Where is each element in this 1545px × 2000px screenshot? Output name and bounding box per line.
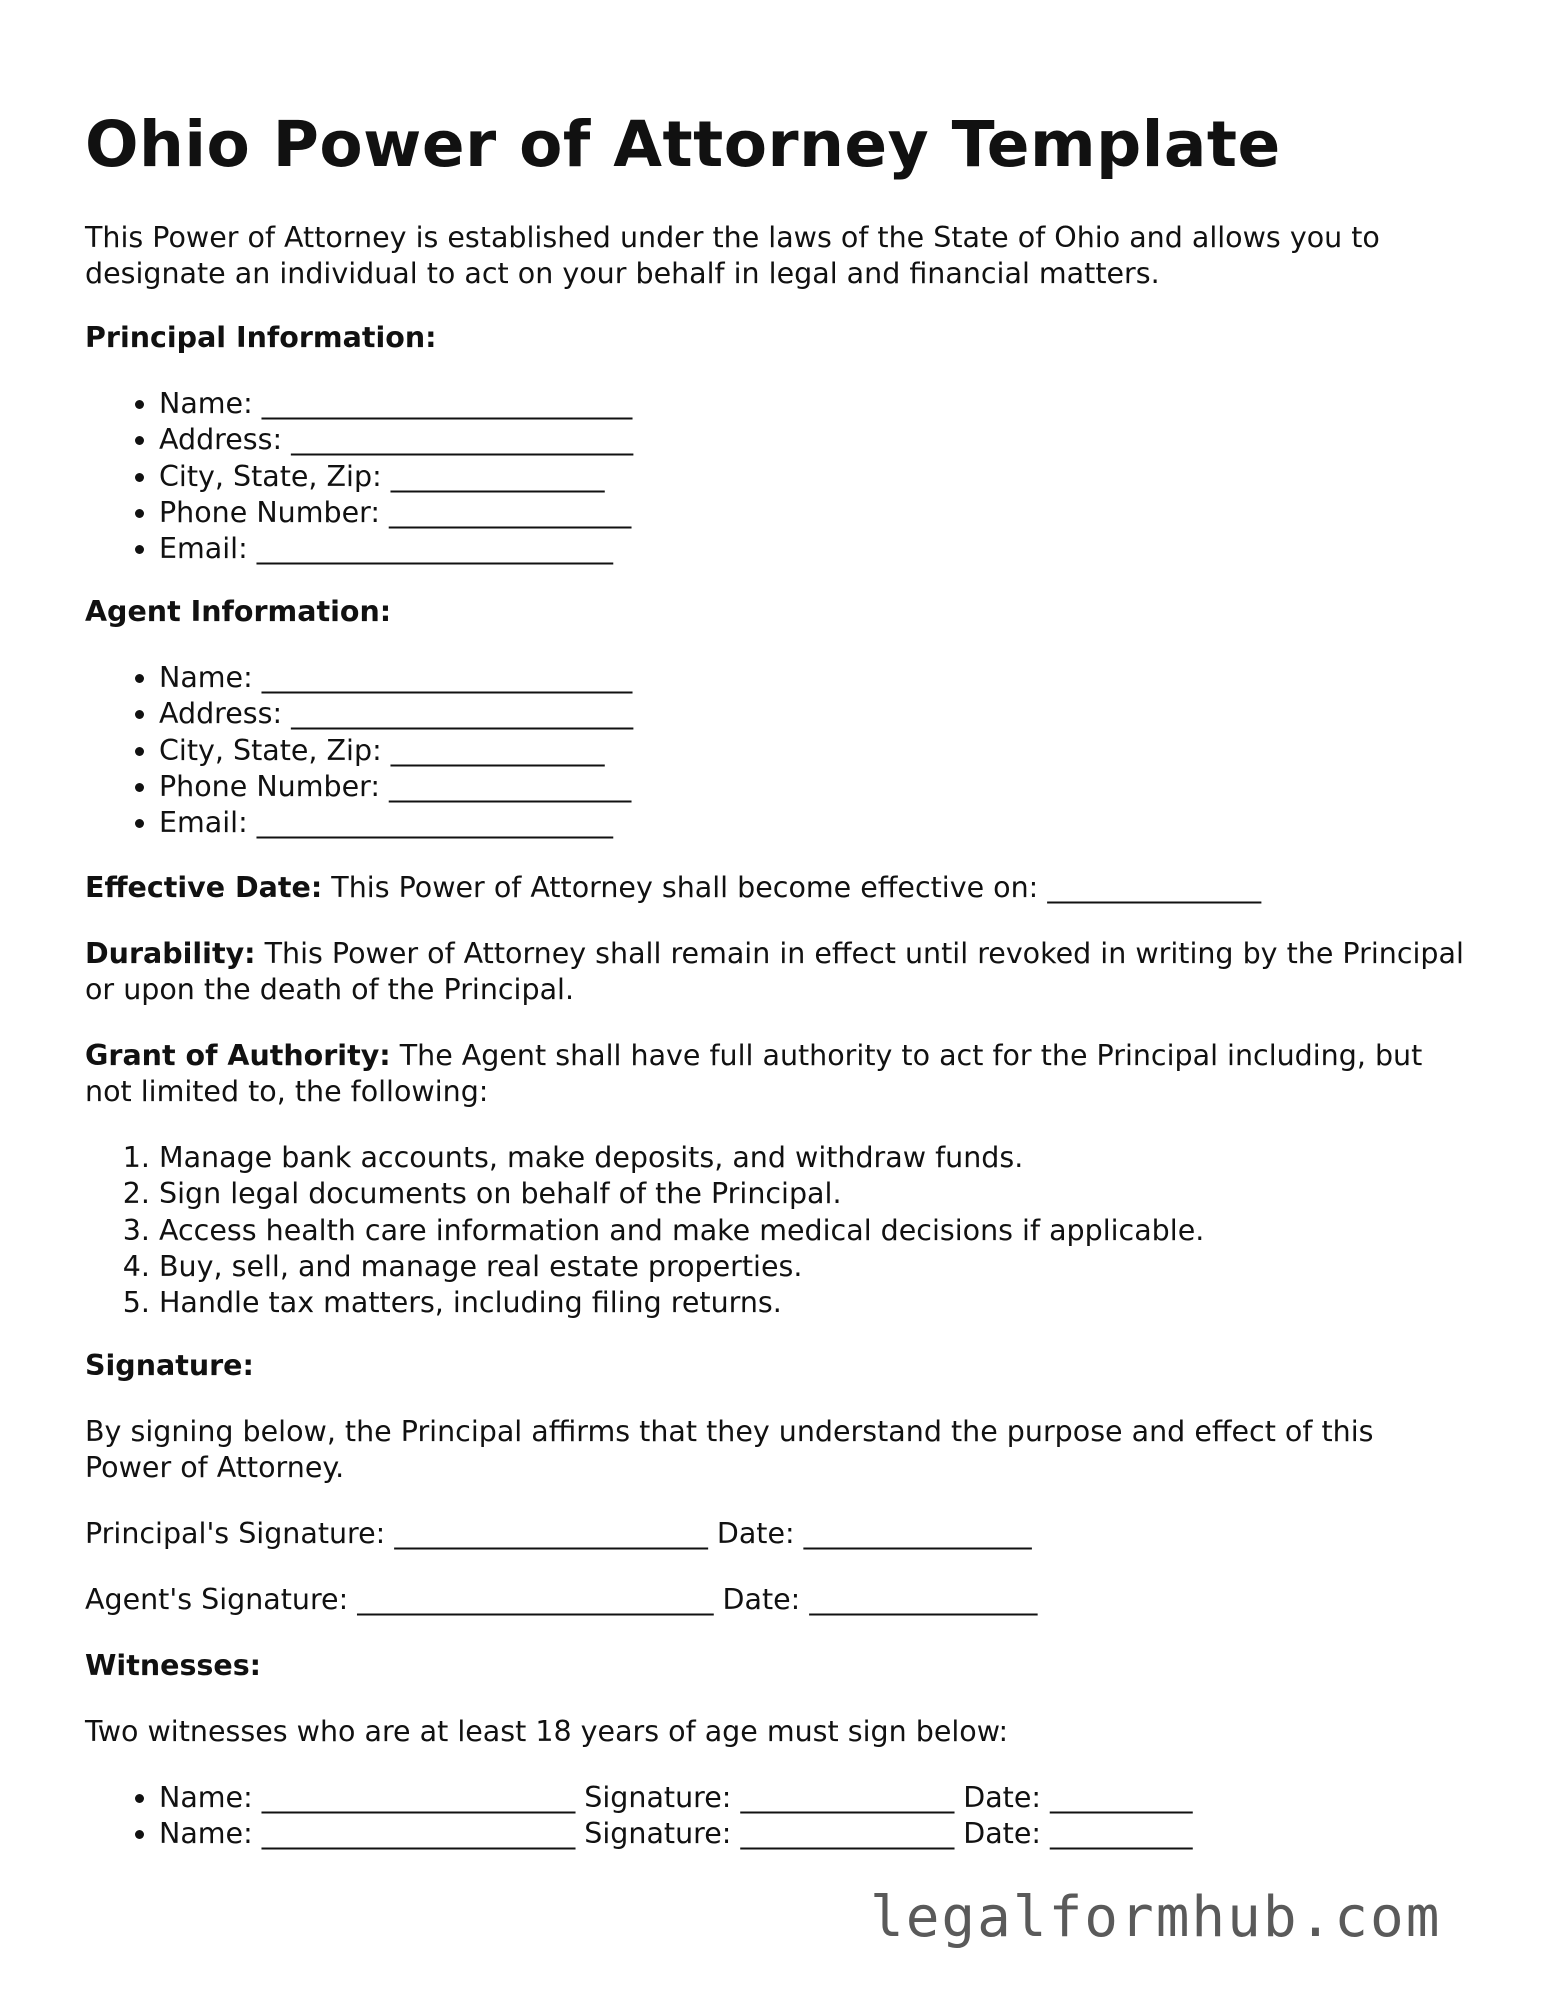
authority-list: [85, 1140, 1539, 1321]
agent-address-field: • Address: ________________________: [159, 696, 1539, 732]
grant-paragraph: [85, 1038, 1465, 1110]
watermark: legalformhub.com: [870, 1885, 1442, 1950]
page-title: Ohio Power of Attorney Template: [85, 108, 1281, 181]
principal-phone-field: • Phone Number: _________________: [159, 495, 1539, 531]
witness-line: • Name: ______________________ Signature: _______________ Date: __________: [159, 1780, 1539, 1816]
agent-city-field: • City, State, Zip: _______________: [159, 733, 1539, 769]
durability-paragraph: [85, 936, 1465, 1008]
principal-email-field: • Email: _________________________: [159, 531, 1539, 567]
authority-item: 3. Access health care information and make medical decisions if applicable.: [159, 1213, 1539, 1249]
principal-city-field: • City, State, Zip: _______________: [159, 459, 1539, 495]
principal-signature-line: Principal's Signature: ______________________ Date: ________________: [85, 1517, 1032, 1550]
agent-signature-line: Agent's Signature: _________________________ Date: ________________: [85, 1583, 1038, 1616]
effective-date-label: Effective Date:: [85, 871, 323, 904]
witnesses-paragraph: Two witnesses who are at least 18 years of age must sign below:: [85, 1715, 1009, 1748]
agent-name-field: • Name: __________________________: [159, 660, 1539, 696]
signature-paragraph: By signing below, the Principal affirms that they understand the purpose and effect of this Power of Attorney.: [85, 1415, 1374, 1484]
authority-item: 4. Buy, sell, and manage real estate properties.: [159, 1249, 1539, 1285]
agent-fields: [85, 660, 1539, 841]
authority-item: 5. Handle tax matters, including filing returns.: [159, 1285, 1539, 1321]
principal-address-field: • Address: ________________________: [159, 422, 1539, 458]
effective-date-paragraph: [85, 870, 1465, 906]
witness-line: • Name: ______________________ Signature: _______________ Date: __________: [159, 1816, 1539, 1852]
grant-text: The Agent shall have full authority to act for the Principal including, but not limited to, the following:: [85, 1039, 1423, 1108]
witnesses-heading: Witnesses:: [85, 1649, 262, 1682]
authority-item: 2. Sign legal documents on behalf of the Principal.: [159, 1176, 1539, 1212]
intro-paragraph: This Power of Attorney is established under the laws of the State of Ohio and allows you to designate an individual to act on your behalf in legal and financial matters.: [85, 221, 1380, 290]
principal-name-field: • Name: __________________________: [159, 386, 1539, 422]
agent-email-field: • Email: _________________________: [159, 805, 1539, 841]
agent-heading: Agent Information:: [85, 595, 392, 628]
authority-item: 1. Manage bank accounts, make deposits, and withdraw funds.: [159, 1140, 1539, 1176]
grant-label: Grant of Authority:: [85, 1039, 391, 1072]
witness-lines: [85, 1780, 1539, 1853]
effective-date-text: This Power of Attorney shall become effective on: _______________: [322, 871, 1262, 904]
agent-phone-field: • Phone Number: _________________: [159, 769, 1539, 805]
signature-heading: Signature:: [85, 1349, 254, 1382]
principal-heading: Principal Information:: [85, 321, 437, 354]
principal-fields: [85, 386, 1539, 567]
durability-text: This Power of Attorney shall remain in effect until revoked in writing by the Principal or upon the death of the Principal.: [85, 937, 1464, 1006]
durability-label: Durability:: [85, 937, 256, 970]
